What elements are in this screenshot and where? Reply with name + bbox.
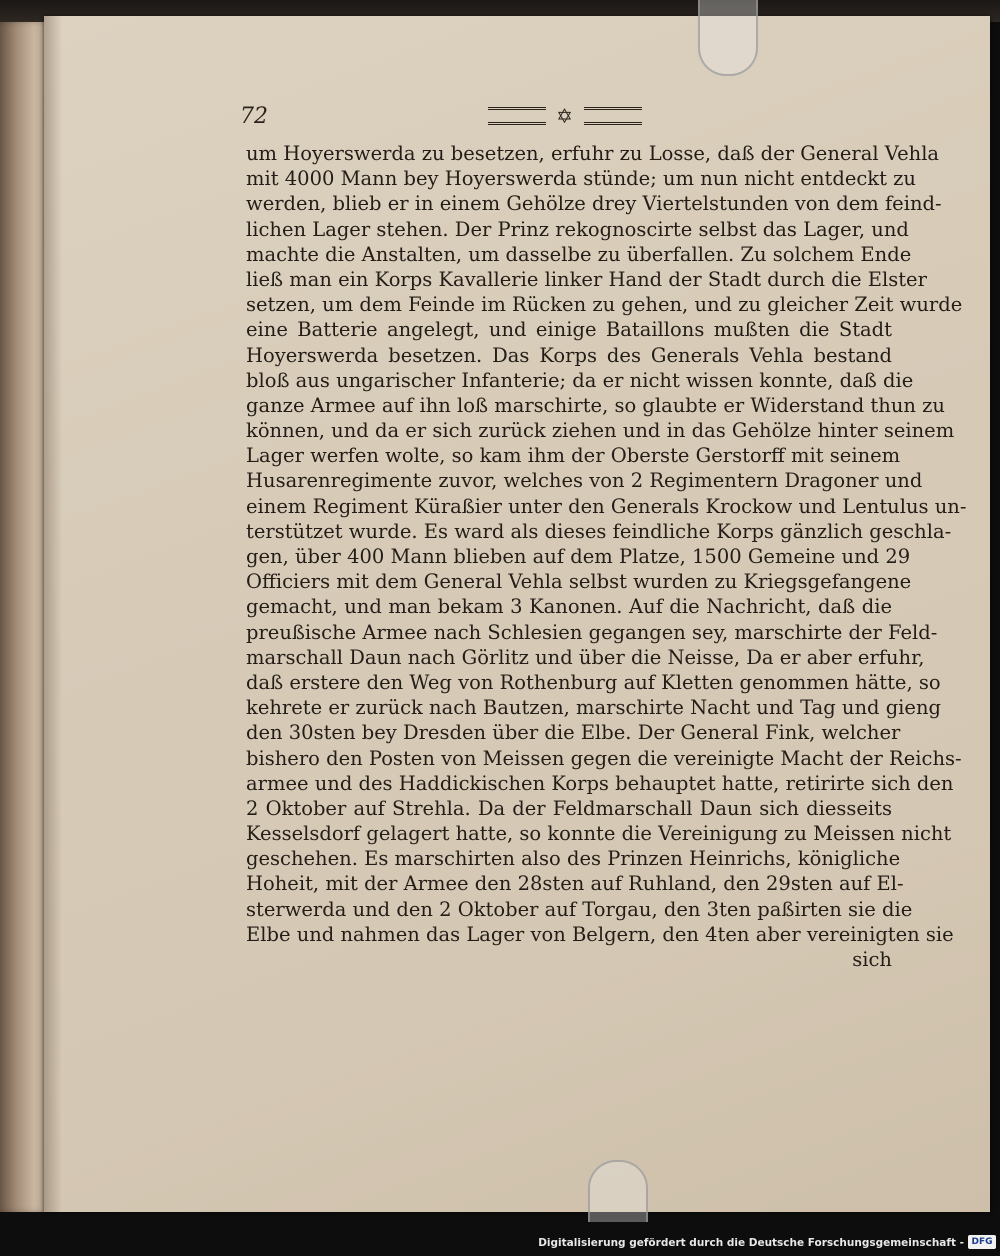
text-line: machte die Anstalten, um dasselbe zu überfallen. Zu solchem Ende: [246, 242, 912, 266]
text-line: armee und des Haddickischen Korps behauptet hatte, retirirte sich den: [246, 771, 954, 795]
body-text: [246, 141, 967, 972]
text-line: werden, blieb er in einem Gehölze drey Viertelstunden von dem feind-: [246, 192, 942, 216]
text-line: geschehen. Es marschirten also des Prinzen Heinrichs, königliche: [246, 847, 901, 871]
book-spine-edge: [0, 22, 48, 1212]
text-line: gemacht, und man bekam 3 Kanonen. Auf die Nachricht, daß die: [246, 595, 892, 619]
text-line: um Hoyerswerda zu besetzen, erfuhr zu Losse, daß der General Vehla: [246, 142, 940, 165]
text-line: Officiers mit dem General Vehla selbst wurden zu Kriegsgefangene: [246, 570, 912, 594]
text-line: Hoyerswerda besetzen. Das Korps des Generals Vehla bestand: [246, 343, 892, 367]
text-line: Elbe und nahmen das Lager von Belgern, den 4ten aber vereinigten sie: [246, 922, 954, 946]
text-line: kehrete er zurück nach Bautzen, marschirte Nacht und Tag und gieng: [246, 696, 942, 720]
ornament-star-icon: ✡: [556, 104, 574, 128]
text-line: marschall Daun nach Görlitz und über die Neisse, Da er aber erfuhr,: [246, 645, 925, 669]
text-line: bishero den Posten von Meissen gegen die vereinigte Macht der Reichs-: [246, 746, 962, 770]
page-clip-bottom: [588, 1160, 648, 1222]
text-line: ließ man ein Korps Kavallerie linker Hand der Stadt durch die Elster: [246, 267, 927, 291]
text-line: bloß aus ungarischer Infanterie; da er nicht wissen konnte, daß die: [246, 368, 914, 392]
digitization-credit: Digitalisierung gefördert durch die Deutsche Forschungsgemeinschaft -: [538, 1237, 964, 1249]
page-clip-top: [698, 0, 758, 76]
text-line: eine Batterie angelegt, und einige Bataillons mußten die Stadt: [246, 318, 892, 342]
text-line: gen, über 400 Mann blieben auf dem Platze, 1500 Gemeine und 29: [246, 545, 911, 568]
text-line: Lager werfen wolte, so kam ihm der Oberste Gerstorff mit seinem: [246, 444, 901, 468]
text-line: lichen Lager stehen. Der Prinz rekognoscirte selbst das Lager, und: [246, 217, 909, 241]
dfg-logo: DFG: [968, 1235, 996, 1249]
text-line: daß erstere den Weg von Rothenburg auf Kletten genommen hätte, so: [246, 670, 941, 694]
text-line: können, und da er sich zurück ziehen und in das Gehölze hinter seinem: [246, 419, 955, 443]
text-line: terstützet wurde. Es ward als dieses feindliche Korps gänzlich geschla-: [246, 519, 952, 543]
ornament-band-left: [488, 107, 546, 125]
text-line: Kesselsdorf gelagert hatte, so konnte die Vereinigung zu Meissen nicht: [246, 822, 952, 846]
header-ornament: [470, 102, 660, 130]
text-line: sterwerda und den 2 Oktober auf Torgau, den 3ten paßirten sie die: [246, 897, 913, 921]
text-line: mit 4000 Mann bey Hoyerswerda stünde; um nun nicht entdeckt zu: [246, 167, 916, 191]
page-number: 72: [240, 104, 268, 129]
text-line: Husarenregimente zuvor, welches von 2 Regimentern Dragoner und: [246, 469, 923, 493]
ornament-band-right: [584, 107, 642, 125]
text-line: ganze Armee auf ihn loß marschirte, so glaubte er Widerstand thun zu: [246, 393, 945, 417]
catchword: sich: [852, 948, 892, 971]
text-line: einem Regiment Küraßier unter den Generals Krockow und Lentulus un-: [246, 494, 967, 518]
text-line: setzen, um dem Feinde im Rücken zu gehen, und zu gleicher Zeit wurde: [246, 293, 963, 317]
text-line: Hoheit, mit der Armee den 28sten auf Ruhland, den 29sten auf El-: [246, 872, 904, 896]
text-line: den 30sten bey Dresden über die Elbe. Der General Fink, welcher: [246, 721, 901, 745]
text-line: 2 Oktober auf Strehla. Da der Feldmarschall Daun sich diesseits: [246, 796, 892, 820]
text-line: preußische Armee nach Schlesien gegangen sey, marschirte der Feld-: [246, 620, 938, 644]
